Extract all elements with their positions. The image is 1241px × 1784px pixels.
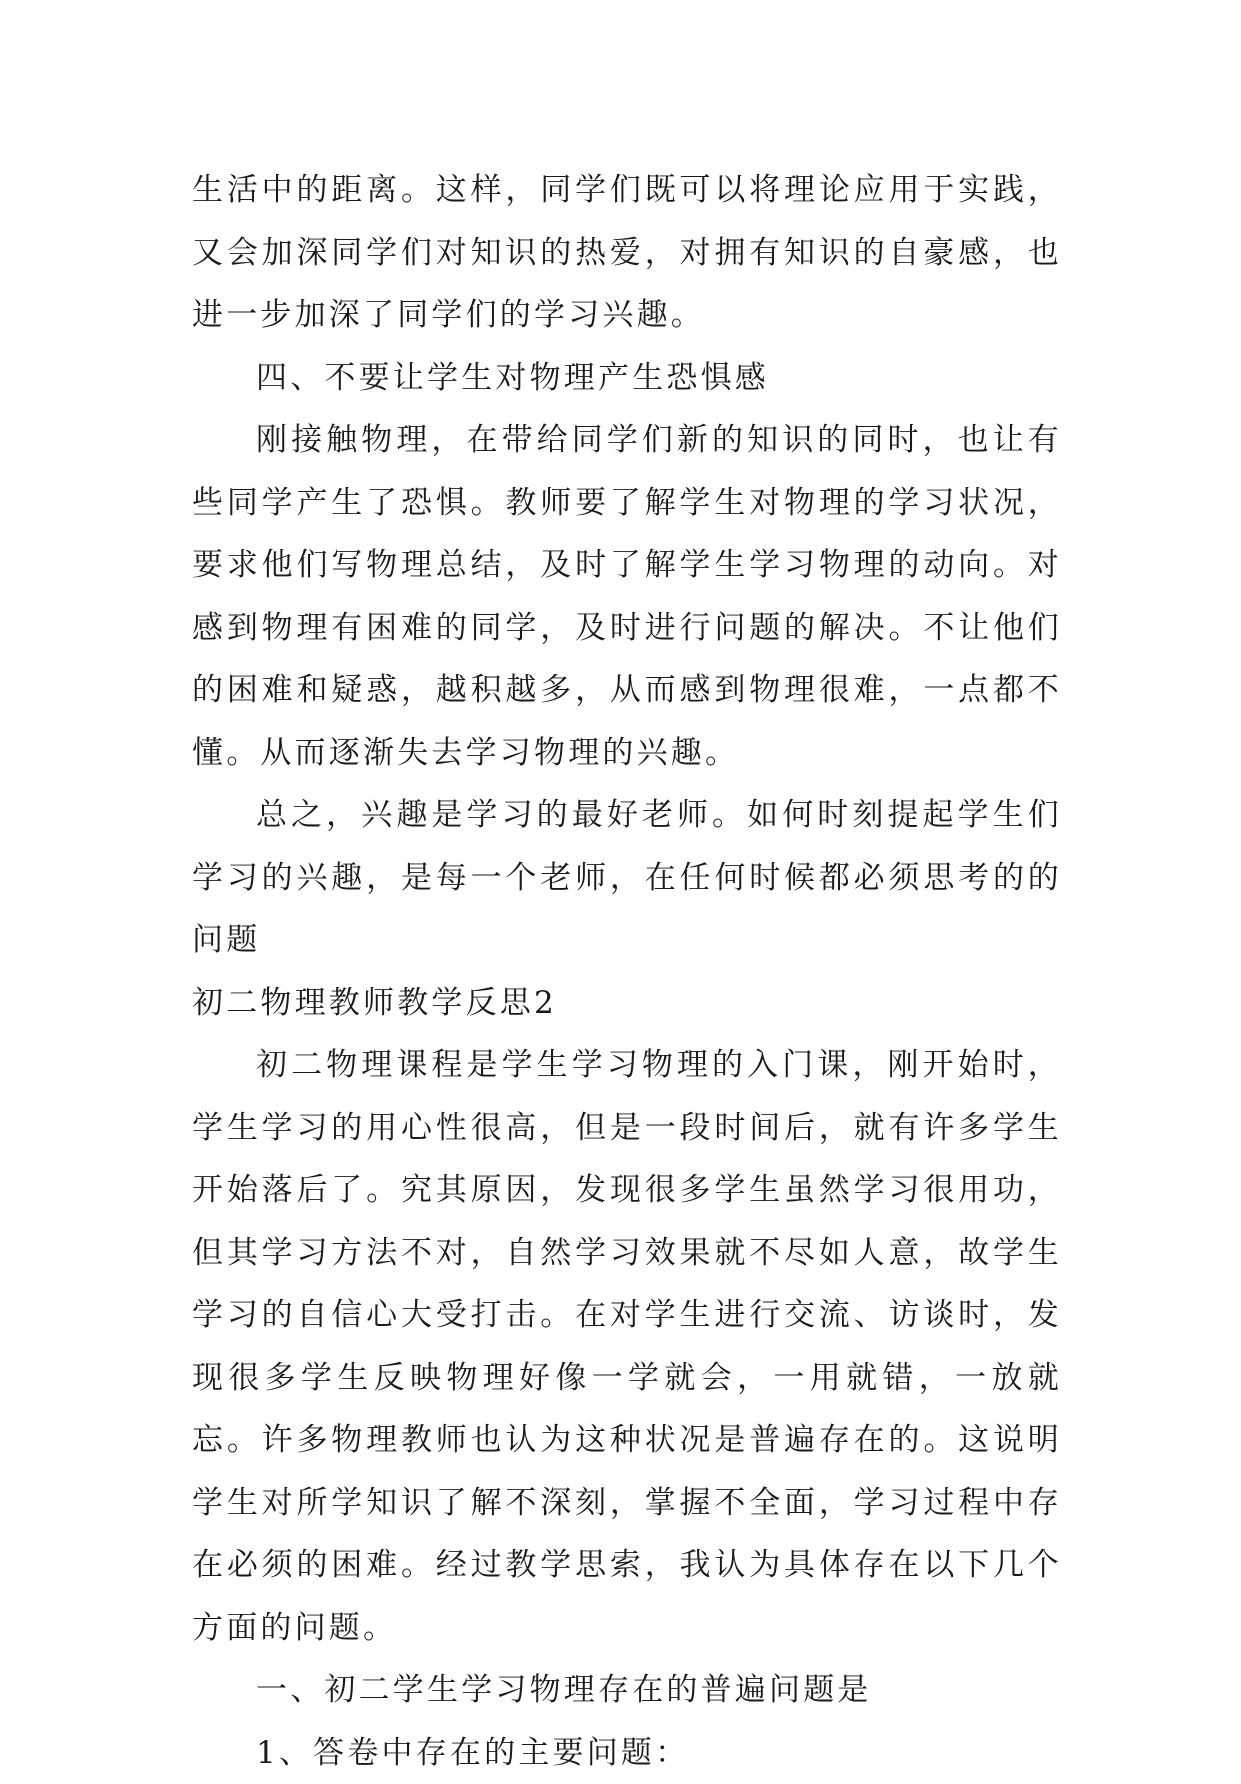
article-title-2: 初二物理教师教学反思2 (192, 972, 1062, 1035)
paragraph-intro-course: 初二物理课程是学生学习物理的入门课，刚开始时，学生学习的用心性很高，但是一段时间后，就有许多学生开始落后了。究其原因，发现很多学生虽然学习很用功，但其学习方法不对，自然学习效果就不尽如人意，故学生学习的自信心大受打击。在对学生进行交流、访谈时，发现很多学生反映物理好像一学就会，一用就错，一放就忘。许多物理教师也认为这种状况是普遍存在的。这说明学生对所学知识了解不深刻，掌握不全面，学习过程中存在必须的困难。经过教学思索，我认为具体存在以下几个方面的问题。 (192, 1034, 1062, 1659)
document-body (192, 159, 1062, 1784)
paragraph-fear-of-physics: 刚接触物理，在带给同学们新的知识的同时，也让有些同学产生了恐惧。教师要了解学生对物理的学习状况，要求他们写物理总结，及时了解学生学习物理的动向。对感到物理有困难的同学，及时进行问题的解决。不让他们的困难和疑惑，越积越多，从而感到物理很难，一点都不懂。从而逐渐失去学习物理的兴趣。 (192, 409, 1062, 784)
section-heading-one: 一、初二学生学习物理存在的普遍问题是 (192, 1659, 1062, 1722)
subsection-heading-1: 1、答卷中存在的主要问题： (192, 1722, 1062, 1784)
section-heading-four: 四、不要让学生对物理产生恐惧感 (192, 347, 1062, 410)
paragraph-continuation: 生活中的距离。这样，同学们既可以将理论应用于实践，又会加深同学们对知识的热爱，对拥有知识的自豪感，也进一步加深了同学们的学习兴趣。 (192, 159, 1062, 347)
paragraph-conclusion: 总之，兴趣是学习的最好老师。如何时刻提起学生们学习的兴趣，是每一个老师，在任何时候都必须思考的的问题 (192, 784, 1062, 972)
